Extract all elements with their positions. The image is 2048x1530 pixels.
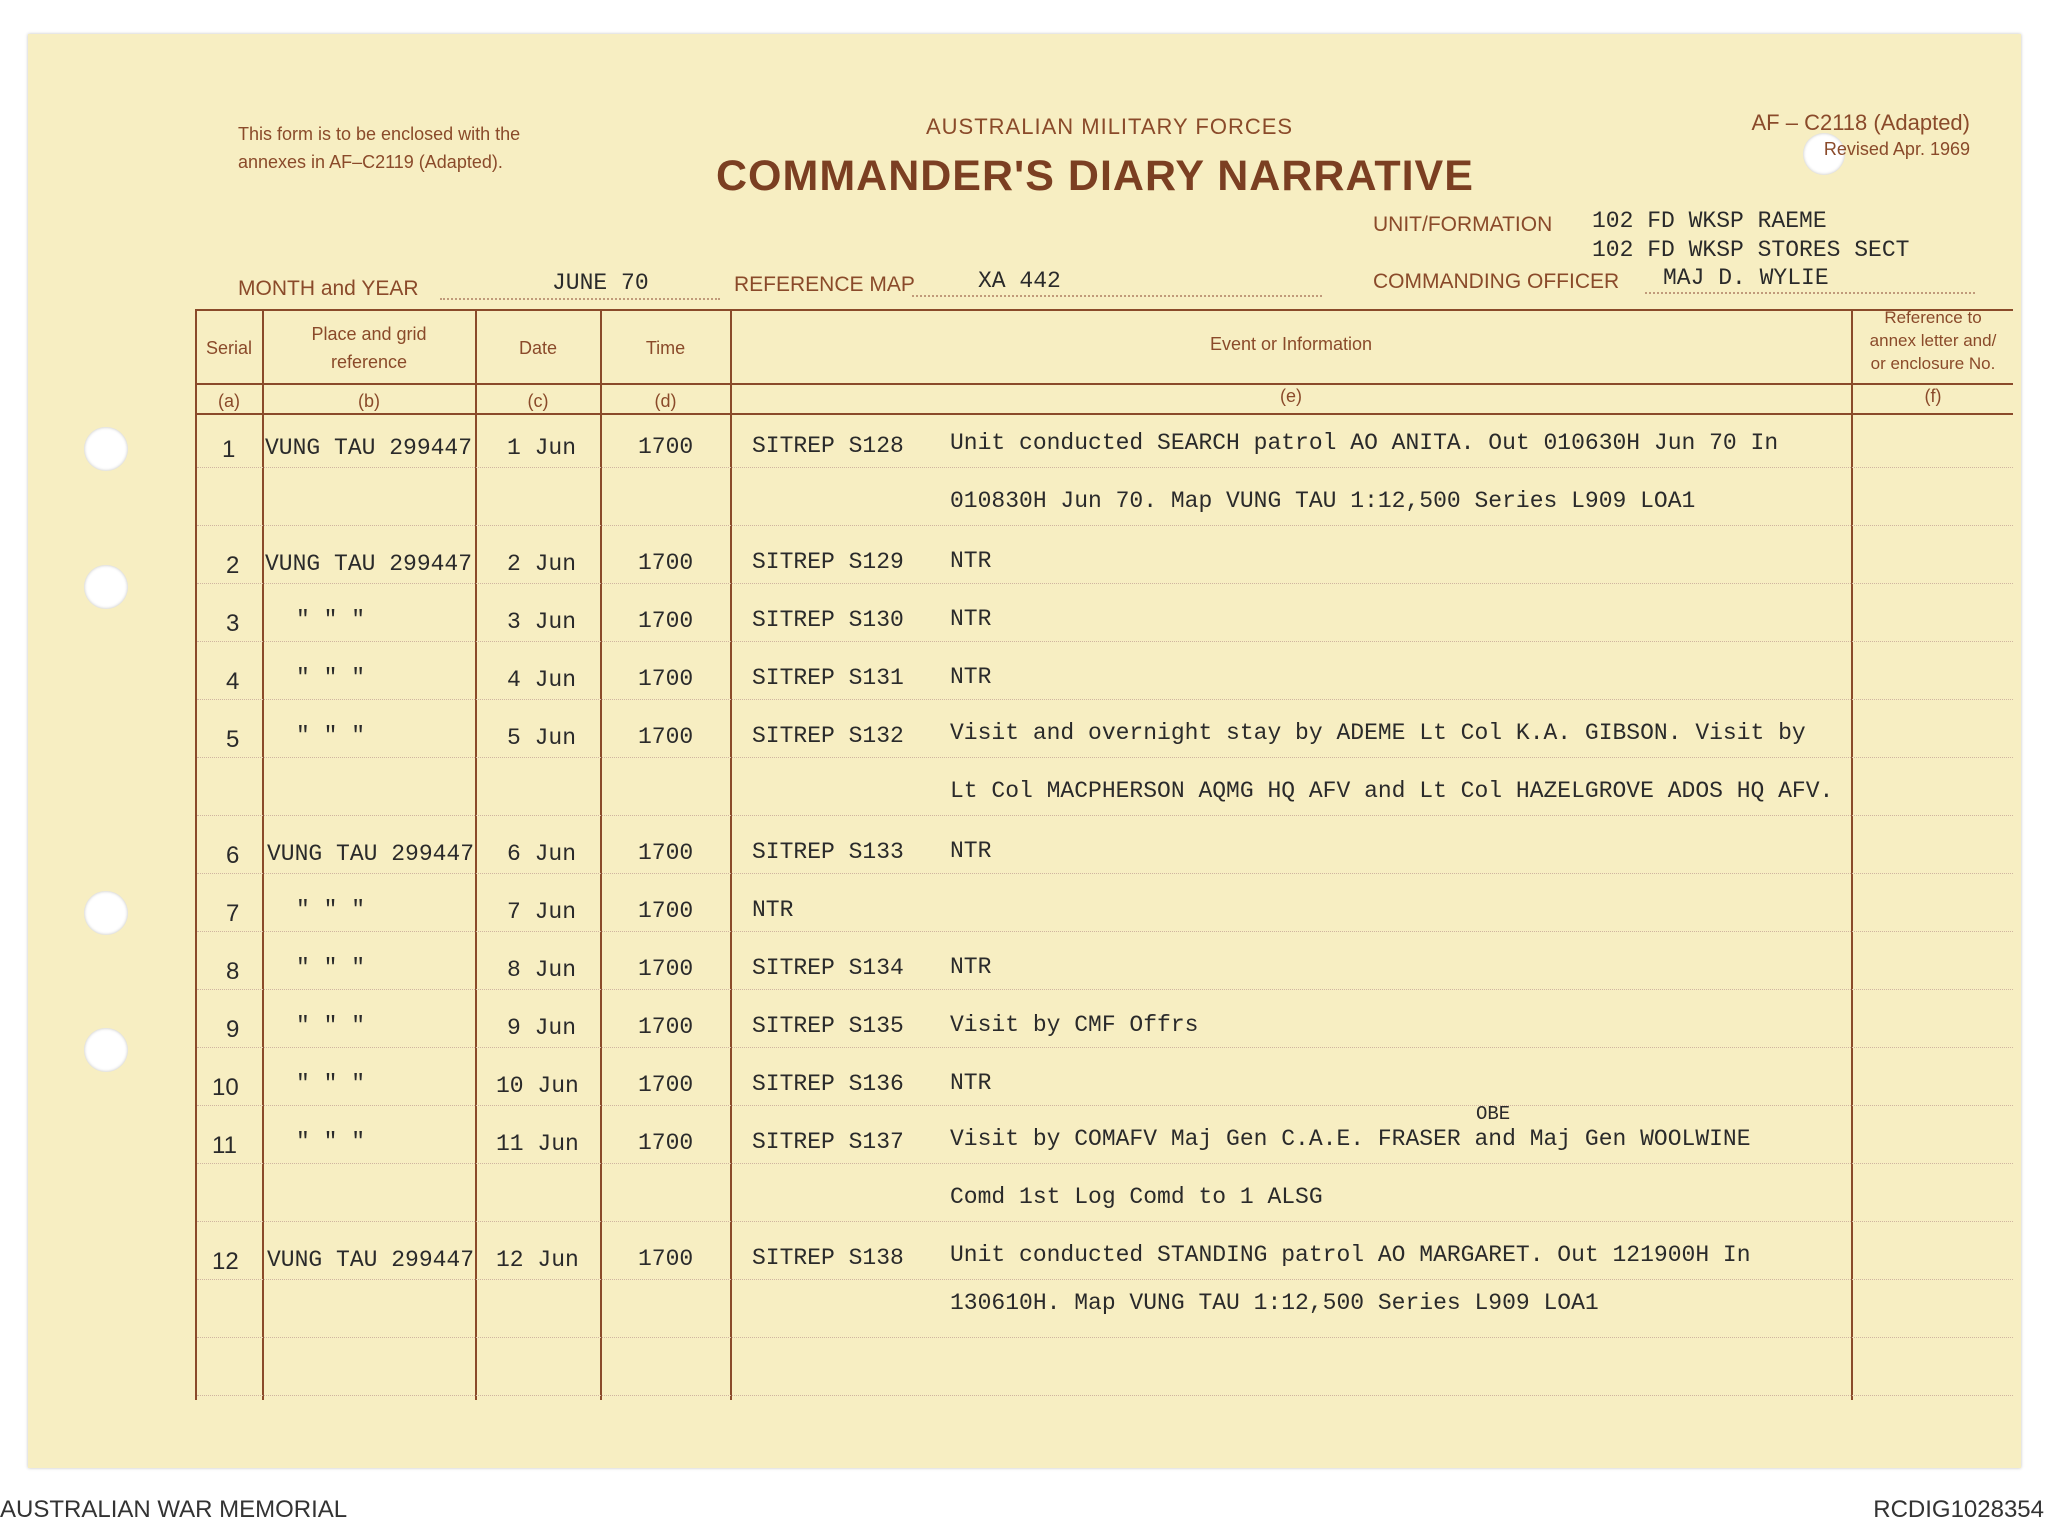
row-place: " " " bbox=[296, 1129, 366, 1155]
reference-map-underline bbox=[912, 295, 1322, 297]
column-header-line: reference bbox=[330, 352, 408, 372]
column-rule bbox=[475, 309, 477, 1400]
row-event: Unit conducted SEARCH patrol AO ANITA. Out 010630H Jun 70 In bbox=[950, 430, 1779, 456]
ruled-line bbox=[197, 1163, 2013, 1164]
column-header-line: Reference to bbox=[1884, 308, 1982, 327]
column-rule bbox=[1851, 309, 1853, 1400]
row-date: 4 Jun bbox=[507, 667, 577, 693]
row-place: " " " bbox=[296, 723, 366, 749]
ruled-line bbox=[197, 873, 2013, 874]
archive-credit: AUSTRALIAN WAR MEMORIAL bbox=[0, 1496, 348, 1523]
row-serial: 7 bbox=[226, 900, 240, 927]
row-date: 10 Jun bbox=[496, 1073, 579, 1099]
ruled-line bbox=[197, 1047, 2013, 1048]
ruled-line bbox=[197, 699, 2013, 700]
row-date: 7 Jun bbox=[507, 899, 577, 925]
column-rule bbox=[195, 309, 197, 1400]
row-event-continued: Comd 1st Log Comd to 1 ALSG bbox=[950, 1184, 1323, 1210]
ruled-line bbox=[197, 583, 2013, 584]
row-event: NTR bbox=[950, 606, 992, 632]
row-event-continued: Lt Col MACPHERSON AQMG HQ AFV and Lt Col HAZELGROVE ADOS HQ AFV. bbox=[950, 778, 1834, 804]
row-event: NTR bbox=[950, 1070, 992, 1096]
month-year-underline bbox=[440, 298, 720, 300]
form-number: AF – C2118 (Adapted) bbox=[1751, 110, 1970, 135]
row-sitrep: SITREP S138 bbox=[752, 1245, 904, 1271]
reference-map-value: XA 442 bbox=[978, 268, 1061, 294]
row-time: 1700 bbox=[638, 898, 694, 924]
table-header-divider bbox=[195, 383, 2013, 385]
agency-name: AUSTRALIAN MILITARY FORCES bbox=[926, 114, 1294, 139]
row-date: 3 Jun bbox=[507, 609, 577, 635]
row-place: " " " bbox=[296, 955, 366, 981]
reference-map-label: REFERENCE MAP bbox=[734, 273, 915, 296]
row-sitrep: SITREP S134 bbox=[752, 955, 904, 981]
ruled-line bbox=[197, 1337, 2013, 1338]
row-serial: 6 bbox=[226, 842, 240, 869]
row-serial: 11 bbox=[212, 1132, 237, 1159]
ruled-line bbox=[197, 1279, 2013, 1280]
row-time: 1700 bbox=[638, 666, 694, 692]
row-place: " " " bbox=[296, 665, 366, 691]
table-top-border bbox=[195, 309, 2013, 311]
row-time: 1700 bbox=[638, 956, 694, 982]
row-date: 5 Jun bbox=[507, 725, 577, 751]
commanding-officer-underline bbox=[1645, 292, 1975, 294]
row-date: 1 Jun bbox=[507, 435, 577, 461]
row-date: 2 Jun bbox=[507, 551, 577, 577]
ruled-line bbox=[197, 1105, 2013, 1106]
column-header-line: or enclosure No. bbox=[1870, 354, 1996, 373]
row-time: 1700 bbox=[638, 1130, 694, 1156]
row-place: " " " bbox=[296, 607, 366, 633]
row-time: 1700 bbox=[638, 1014, 694, 1040]
ruled-line bbox=[197, 1395, 2013, 1396]
revision-date: Revised Apr. 1969 bbox=[1823, 139, 1970, 159]
row-sitrep: SITREP S137 bbox=[752, 1129, 904, 1155]
column-letter: (a) bbox=[218, 391, 240, 411]
form-title: COMMANDER'S DIARY NARRATIVE bbox=[716, 152, 1474, 200]
row-serial: 3 bbox=[226, 610, 240, 637]
enclosure-note-line: annexes in AF–C2119 (Adapted). bbox=[238, 152, 503, 172]
row-event-continued: 010830H Jun 70. Map VUNG TAU 1:12,500 Series L909 LOA1 bbox=[950, 488, 1696, 514]
column-header-date: Date bbox=[518, 338, 558, 358]
ruled-line bbox=[197, 467, 2013, 468]
column-rule bbox=[600, 309, 602, 1400]
ruled-line bbox=[197, 757, 2013, 758]
ruled-line bbox=[197, 525, 2013, 526]
row-place: " " " bbox=[296, 1013, 366, 1039]
column-letter: (d) bbox=[654, 391, 677, 411]
row-time: 1700 bbox=[638, 434, 694, 460]
month-year-label: MONTH and YEAR bbox=[238, 277, 419, 300]
month-year-value: JUNE 70 bbox=[552, 270, 649, 296]
archive-reference: RCDIG1028354 bbox=[1873, 1496, 2044, 1523]
row-sitrep: SITREP S131 bbox=[752, 665, 904, 691]
row-serial: 10 bbox=[212, 1074, 239, 1101]
row-sitrep: SITREP S130 bbox=[752, 607, 904, 633]
row-sitrep: SITREP S135 bbox=[752, 1013, 904, 1039]
row-place: VUNG TAU 299447 bbox=[267, 1247, 475, 1273]
column-rule bbox=[730, 309, 732, 1400]
column-letter: (c) bbox=[527, 391, 549, 411]
column-header-event: Event or Information bbox=[1209, 334, 1373, 354]
column-letter: (b) bbox=[358, 391, 380, 411]
column-rule bbox=[262, 309, 264, 1400]
superscript-obe: OBE bbox=[1476, 1103, 1511, 1125]
row-sitrep: SITREP S136 bbox=[752, 1071, 904, 1097]
row-time: 1700 bbox=[638, 1246, 694, 1272]
row-sitrep: SITREP S133 bbox=[752, 839, 904, 865]
ruled-line bbox=[197, 641, 2013, 642]
column-header-reference bbox=[1853, 306, 2013, 375]
row-sitrep: SITREP S132 bbox=[752, 723, 904, 749]
row-event: NTR bbox=[950, 838, 992, 864]
punch-hole bbox=[84, 427, 128, 471]
column-letter: (f) bbox=[1924, 386, 1942, 406]
row-date: 11 Jun bbox=[496, 1131, 579, 1157]
column-header-line: annex letter and/ bbox=[1869, 331, 1997, 350]
column-letter: (e) bbox=[1280, 386, 1302, 406]
row-date: 9 Jun bbox=[507, 1015, 577, 1041]
row-event-continued: 130610H. Map VUNG TAU 1:12,500 Series L909 LOA1 bbox=[950, 1290, 1599, 1316]
row-serial: 12 bbox=[212, 1248, 239, 1275]
column-header-time: Time bbox=[645, 338, 686, 358]
row-sitrep: SITREP S129 bbox=[752, 549, 904, 575]
row-serial: 5 bbox=[226, 726, 240, 753]
column-header-line: Place and grid bbox=[311, 324, 427, 344]
row-event: Visit by CMF Offrs bbox=[950, 1012, 1199, 1038]
enclosure-note-line: This form is to be enclosed with the bbox=[238, 124, 521, 144]
row-event: NTR bbox=[950, 548, 992, 574]
row-place: VUNG TAU 299447 bbox=[265, 435, 473, 461]
row-serial: 8 bbox=[226, 958, 240, 985]
row-place: VUNG TAU 299447 bbox=[267, 841, 475, 867]
row-event: NTR bbox=[950, 664, 992, 690]
punch-hole bbox=[84, 565, 128, 609]
commanding-officer-value: MAJ D. WYLIE bbox=[1663, 265, 1829, 291]
row-serial: 9 bbox=[226, 1016, 240, 1043]
row-sitrep: SITREP S128 bbox=[752, 433, 904, 459]
row-sitrep: NTR bbox=[752, 897, 794, 923]
enclosure-note bbox=[238, 120, 520, 176]
commanding-officer-label: COMMANDING OFFICER bbox=[1373, 270, 1620, 293]
punch-hole bbox=[84, 1028, 128, 1072]
column-header-place bbox=[264, 320, 474, 376]
row-date: 8 Jun bbox=[507, 957, 577, 983]
row-time: 1700 bbox=[638, 840, 694, 866]
ruled-line bbox=[197, 815, 2013, 816]
column-header-serial: Serial bbox=[205, 338, 253, 358]
row-place: " " " bbox=[296, 897, 366, 923]
row-time: 1700 bbox=[638, 724, 694, 750]
row-time: 1700 bbox=[638, 608, 694, 634]
row-place: " " " bbox=[296, 1071, 366, 1097]
row-time: 1700 bbox=[638, 550, 694, 576]
table-letter-divider bbox=[195, 413, 2013, 415]
unit-formation-label: UNIT/FORMATION bbox=[1373, 213, 1553, 236]
row-serial: 2 bbox=[226, 552, 240, 579]
punch-hole bbox=[84, 891, 128, 935]
row-event: NTR bbox=[950, 954, 992, 980]
row-event: Unit conducted STANDING patrol AO MARGARET. Out 121900H In bbox=[950, 1242, 1751, 1268]
ruled-line bbox=[197, 989, 2013, 990]
row-place: VUNG TAU 299447 bbox=[265, 551, 473, 577]
ruled-line bbox=[197, 1221, 2013, 1222]
unit-formation-value: 102 FD WKSP RAEME bbox=[1592, 208, 1827, 234]
row-event: Visit by COMAFV Maj Gen C.A.E. FRASER and Maj Gen WOOLWINE bbox=[950, 1126, 1751, 1152]
unit-formation-value-2: 102 FD WKSP STORES SECT bbox=[1592, 237, 1910, 263]
row-time: 1700 bbox=[638, 1072, 694, 1098]
row-date: 6 Jun bbox=[507, 841, 577, 867]
ruled-line bbox=[197, 931, 2013, 932]
row-serial: 1 bbox=[222, 436, 236, 463]
row-date: 12 Jun bbox=[496, 1247, 579, 1273]
row-serial: 4 bbox=[226, 668, 240, 695]
row-event: Visit and overnight stay by ADEME Lt Col K.A. GIBSON. Visit by bbox=[950, 720, 1806, 746]
